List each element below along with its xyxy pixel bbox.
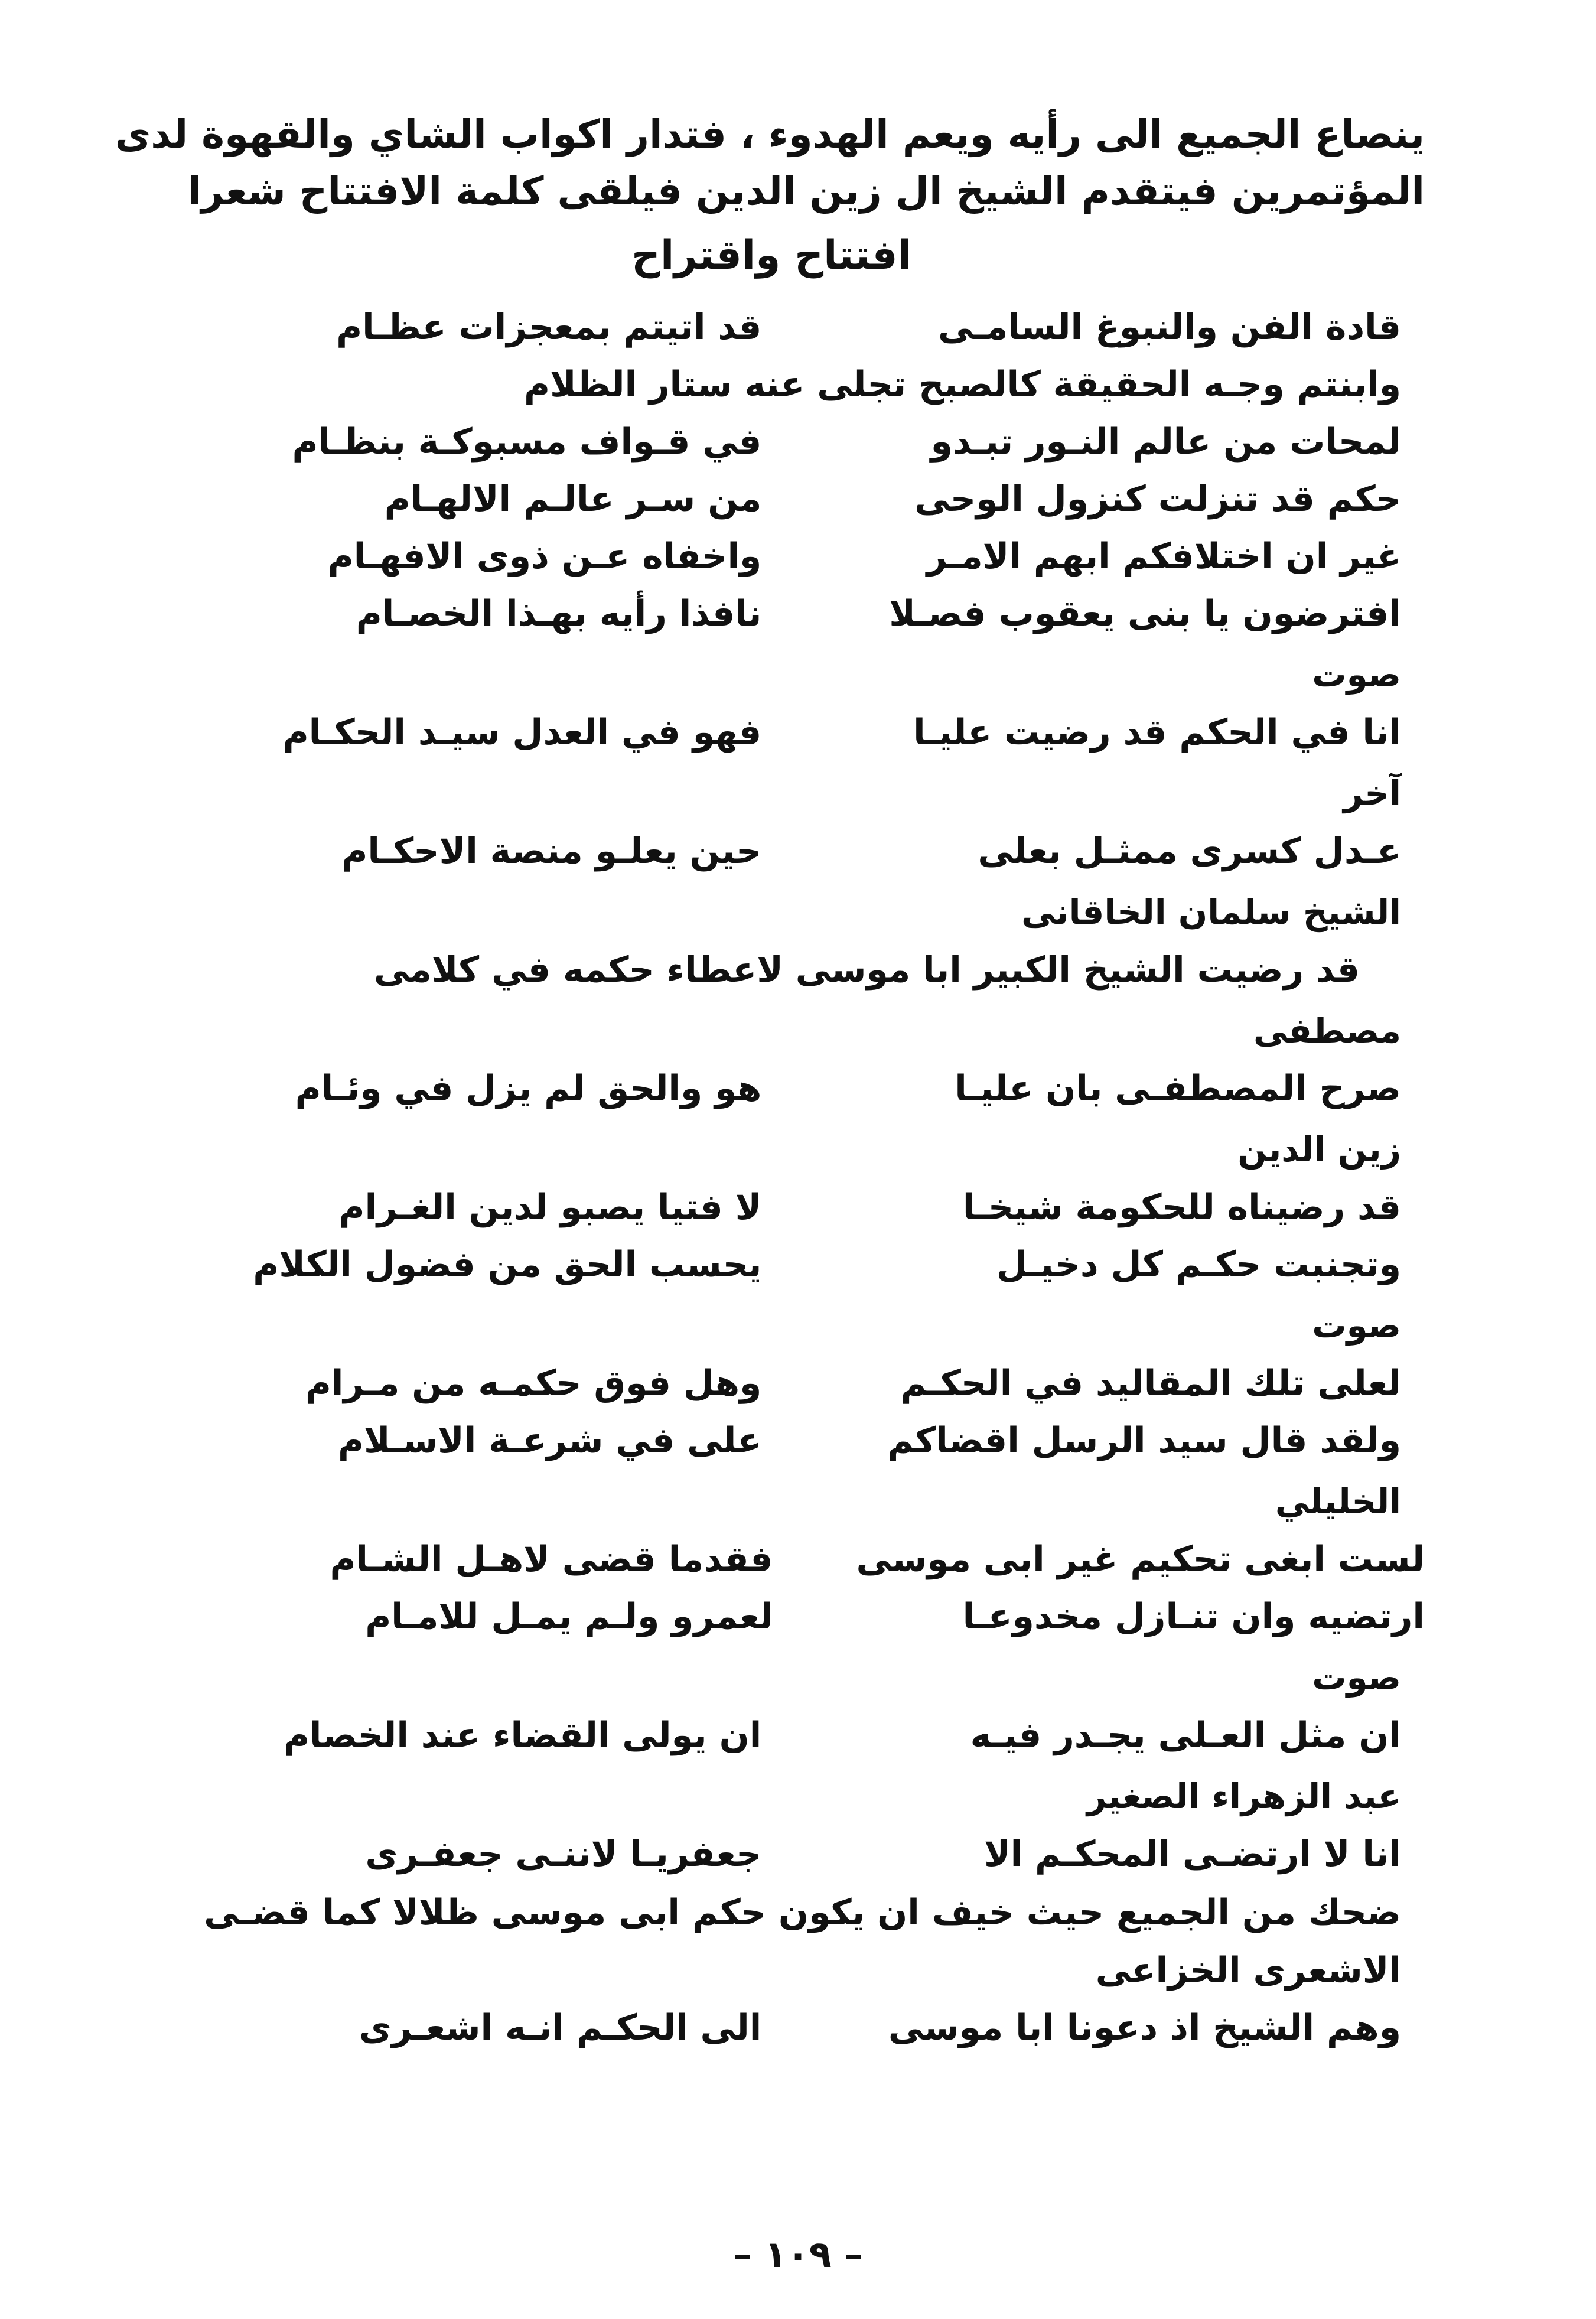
- intro-line-2: المؤتمرين فيتقدم الشيخ ال زين الدين فيلقى كلمة الافتتاح شعرا: [187, 168, 1425, 214]
- verse-line: [171, 1531, 1425, 1588]
- verse-first-hemistich: انا لا ارتضـى المحكـم الا: [983, 1833, 1401, 1875]
- verse-line: [171, 1999, 1401, 2057]
- verse-line: [171, 704, 1401, 761]
- verse-line: [171, 471, 1401, 528]
- verse-line: [171, 1179, 1401, 1236]
- verse-first-hemistich: ولقد قال سيد الرسل اقضاكم: [887, 1420, 1401, 1461]
- speaker-verses: [171, 1179, 1401, 1294]
- verse-first-hemistich: غير ان اختلافكم ابهم الامـر: [926, 536, 1401, 577]
- verse-second-hemistich: لا فتيا يصبو لدين الغـرام: [338, 1187, 762, 1228]
- verse-second-hemistich: فهو في العدل سيـد الحكـام: [282, 712, 762, 753]
- prose-line: قد رضيت الشيخ الكبير ابا موسى لاعطاء حكمه في كلامى: [373, 949, 1360, 991]
- verse-line: [171, 1588, 1425, 1646]
- verse-second-hemistich: قد اتيتم بمعجزات عظـام: [336, 307, 762, 348]
- speaker-label: صوت: [1312, 654, 1401, 695]
- speaker-verses: [171, 1707, 1401, 1764]
- verse-second-hemistich: ان يولى القضاء عند الخصام: [283, 1715, 762, 1756]
- verse-first-hemistich: ان مثل العـلى يجـدر فيـه: [970, 1715, 1401, 1756]
- verse-line: [171, 585, 1401, 643]
- speaker-label: عبد الزهراء الصغير: [1086, 1776, 1401, 1816]
- verse-second-hemistich: على في شرعـة الاسـلام: [338, 1420, 762, 1461]
- speaker-verses: [171, 1531, 1425, 1646]
- section-title: افتتاح واقتراح: [631, 232, 912, 279]
- speaker-label: صوت: [1312, 1305, 1401, 1346]
- opening-verses: [171, 299, 1401, 643]
- closing-prose-continued: الاشعرى الخزاعى: [1095, 1950, 1401, 1991]
- verse-second-hemistich: يحسب الحق من فضول الكلام: [253, 1244, 762, 1285]
- speaker-verses: [171, 1355, 1401, 1470]
- closing-prose: ضحك من الجميع حيث خيف ان يكون حكم ابى موسى ظلالا كما قضـى: [204, 1892, 1401, 1933]
- speaker-verses: [171, 704, 1401, 761]
- verse-line: [171, 1060, 1401, 1118]
- speaker-label: الخليلي: [1275, 1481, 1401, 1522]
- verse-second-hemistich: من سـر عالـم الالهـام: [384, 478, 762, 520]
- final-verses: [171, 1999, 1401, 2057]
- speaker-label: صوت: [1312, 1657, 1401, 1698]
- verse-second-hemistich: واخفاه عـن ذوى الافهـام: [327, 536, 762, 577]
- speaker-label: مصطفى: [1253, 1011, 1401, 1051]
- verse-first-hemistich: حكم قد تنزلت كنزول الوحى: [914, 478, 1401, 520]
- verse-line: [171, 823, 1401, 880]
- verse-full-line: وابنتم وجـه الحقيقة كالصبح تجلى عنه ستار الظلام: [524, 364, 1401, 405]
- speaker-verses: [171, 1060, 1401, 1118]
- verse-first-hemistich: انا في الحكم قد رضيت عليـا: [913, 712, 1401, 753]
- verse-line: [171, 299, 1401, 356]
- verse-first-hemistich: لمحات من عالم النـور تبـدو: [930, 421, 1401, 463]
- verse-first-hemistich: قد رضيناه للحكومة شيخـا: [962, 1187, 1401, 1228]
- intro-line-1: ينصاع الجميع الى رأيه ويعم الهدوء ، فتدار اكواب الشاي والقهوة لدى: [115, 112, 1425, 157]
- verse-second-hemistich: جعفريـا لاننـى جعفـرى: [365, 1833, 762, 1875]
- verse-line: [171, 1236, 1401, 1294]
- verse-second-hemistich: لعمرو ولـم يمـل للامـام: [365, 1596, 773, 1637]
- verse-second-hemistich: الى الحكـم انـه اشعـرى: [359, 2007, 762, 2048]
- verse-first-hemistich: صرح المصطفـى بان عليـا: [955, 1068, 1401, 1109]
- speaker-label: آخر: [1343, 773, 1401, 813]
- verse-second-hemistich: هو والحق لم يزل في وئـام: [295, 1068, 762, 1109]
- verse-first-hemistich: ارتضيه وان تنـازل مخدوعـا: [962, 1596, 1425, 1637]
- verse-line: [171, 1707, 1401, 1764]
- verse-second-hemistich: في قـواف مسبوكـة بنظـام: [292, 421, 762, 463]
- verse-first-hemistich: وتجنبت حكـم كل دخيـل: [996, 1244, 1401, 1285]
- verse-line: [171, 1412, 1401, 1470]
- verse-second-hemistich: فقدما قضى لاهـل الشـام: [330, 1539, 773, 1580]
- verse-line: [171, 413, 1401, 471]
- verse-first-hemistich: وهم الشيخ اذ دعونا ابا موسى: [888, 2007, 1401, 2048]
- speaker-verses: [171, 823, 1401, 880]
- speaker-label: زين الدين: [1237, 1129, 1401, 1170]
- verse-first-hemistich: عـدل كسرى ممثـل بعلى: [978, 830, 1401, 872]
- verse-second-hemistich: نافذا رأيه بهـذا الخصـام: [356, 593, 762, 634]
- verse-first-hemistich: افترضون يا بنى يعقوب فصـلا: [889, 593, 1401, 634]
- verse-first-hemistich: لعلى تلك المقاليد في الحكـم: [900, 1363, 1401, 1404]
- verse-second-hemistich: وهل فوق حكمـه من مـرام: [305, 1363, 762, 1404]
- verse-line: [171, 1826, 1401, 1883]
- speaker-label: الشيخ سلمان الخاقانى: [1021, 892, 1401, 932]
- verse-line: [171, 356, 1401, 413]
- verse-line: [171, 1355, 1401, 1412]
- verse-first-hemistich: قادة الفن والنبوغ السامـى: [938, 307, 1401, 348]
- page-number: – ١٠٩ –: [733, 2233, 863, 2276]
- verse-line: [171, 528, 1401, 585]
- verse-first-hemistich: لست ابغى تحكيم غير ابى موسى: [856, 1539, 1425, 1580]
- verse-second-hemistich: حين يعلـو منصة الاحكـام: [341, 830, 762, 872]
- speaker-verses: [171, 1826, 1401, 1883]
